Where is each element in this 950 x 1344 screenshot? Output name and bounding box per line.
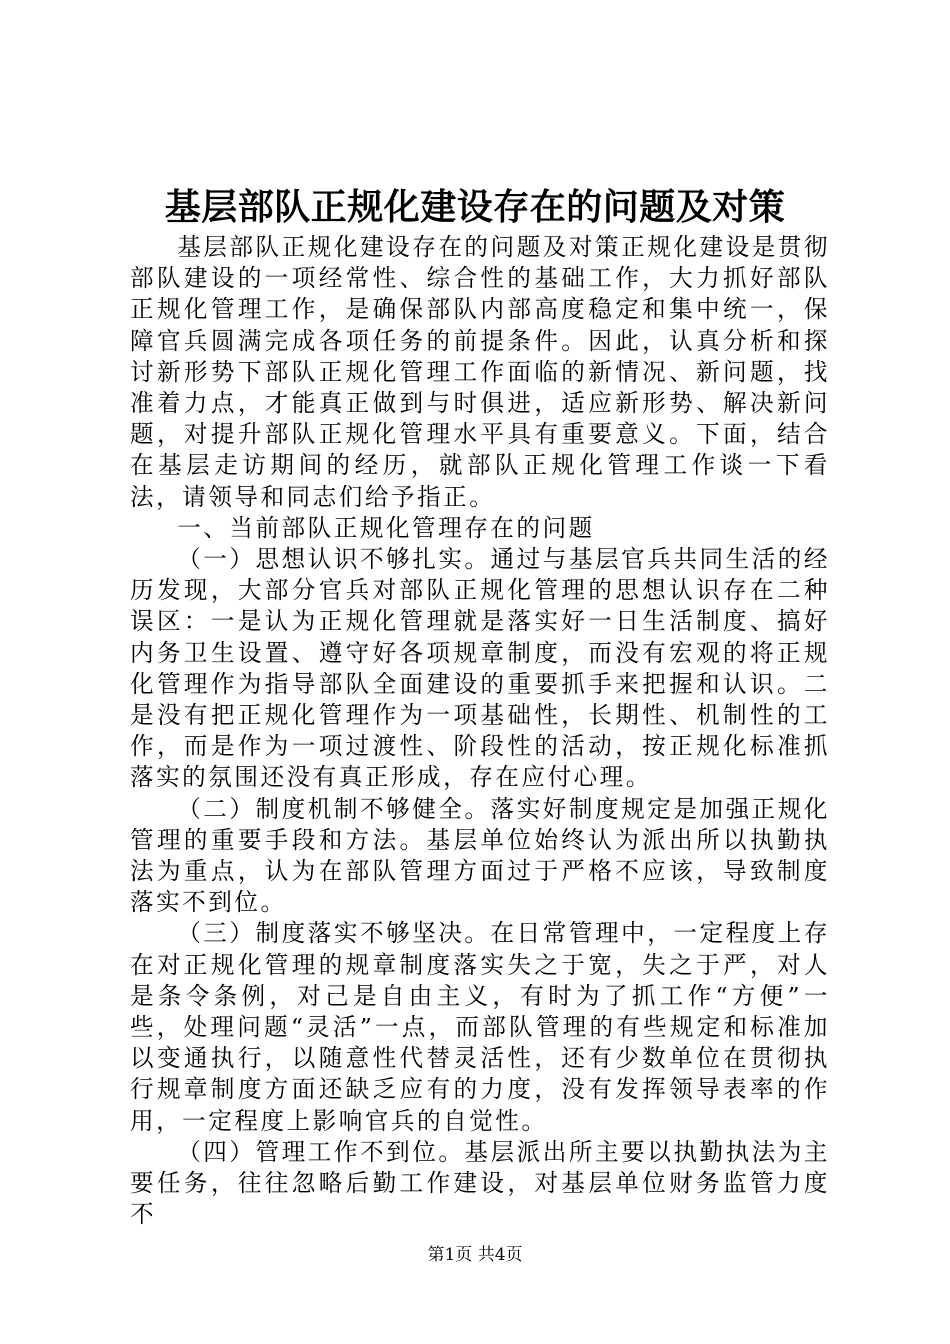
document-body (130, 232, 830, 1231)
paragraph-item-4: （四）管理工作不到位。基层派出所主要以执勤执法为主要任务，往往忽略后勤工作建设，对基层单位财务监管力度不 (130, 1137, 830, 1229)
document-title: 基层部队正规化建设存在的问题及对策 (164, 186, 786, 228)
paragraph-item-1: （一）思想认识不够扎实。通过与基层官兵共同生活的经历发现，大部分官兵对部队正规化管理的思想认识存在二种误区：一是认为正规化管理就是落实好一日生活制度、搞好内务卫生设置、遵守好各项规章制度，而没有宏观的将正规化管理作为指导部队全面建设的重要抓手来把握和认识。二是没有把正规化管理作为一项基础性，长期性、机制性的工作，而是作为一项过渡性、阶段性的活动，按正规化标准抓落实的氛围还没有真正形成，存在应付心理。 (130, 545, 830, 792)
section-heading: 一、当前部队正规化管理存在的问题 (177, 513, 595, 542)
paragraph-intro: 基层部队正规化建设存在的问题及对策正规化建设是贯彻部队建设的一项经常性、综合性的基础工作，大力抓好部队正规化管理工作，是确保部队内部高度稳定和集中统一，保障官兵圆满完成各项任务的前提条件。因此，认真分析和探讨新形势下部队正规化管理工作面临的新情况、新问题，找准着力点，才能真正做到与时俱进，适应新形势、解决新问题，对提升部队正规化管理水平具有重要意义。下面，结合在基层走访期间的经历，就部队正规化管理工作谈一下看法，请领导和同志们给予指正。 (130, 233, 830, 511)
paragraph-item-3: （三）制度落实不够坚决。在日常管理中，一定程度上存在对正规化管理的规章制度落实失之于宽，失之于严，对人是条令条例，对己是自由主义，有时为了抓工作“方便”一些，处理问题“灵活”一点，而部队管理的有些规定和标准加以变通执行，以随意性代替灵活性，还有少数单位在贯彻执行规章制度方面还缺乏应有的力度，没有发挥领导表率的作用，一定程度上影响官兵的自觉性。 (130, 919, 830, 1135)
paragraph-item-2: （二）制度机制不够健全。落实好制度规定是加强正规化管理的重要手段和方法。基层单位始终认为派出所以执勤执法为重点，认为在部队管理方面过于严格不应该，导致制度落实不到位。 (130, 794, 830, 917)
page-footer: 第1页 共4页 (427, 1245, 523, 1265)
